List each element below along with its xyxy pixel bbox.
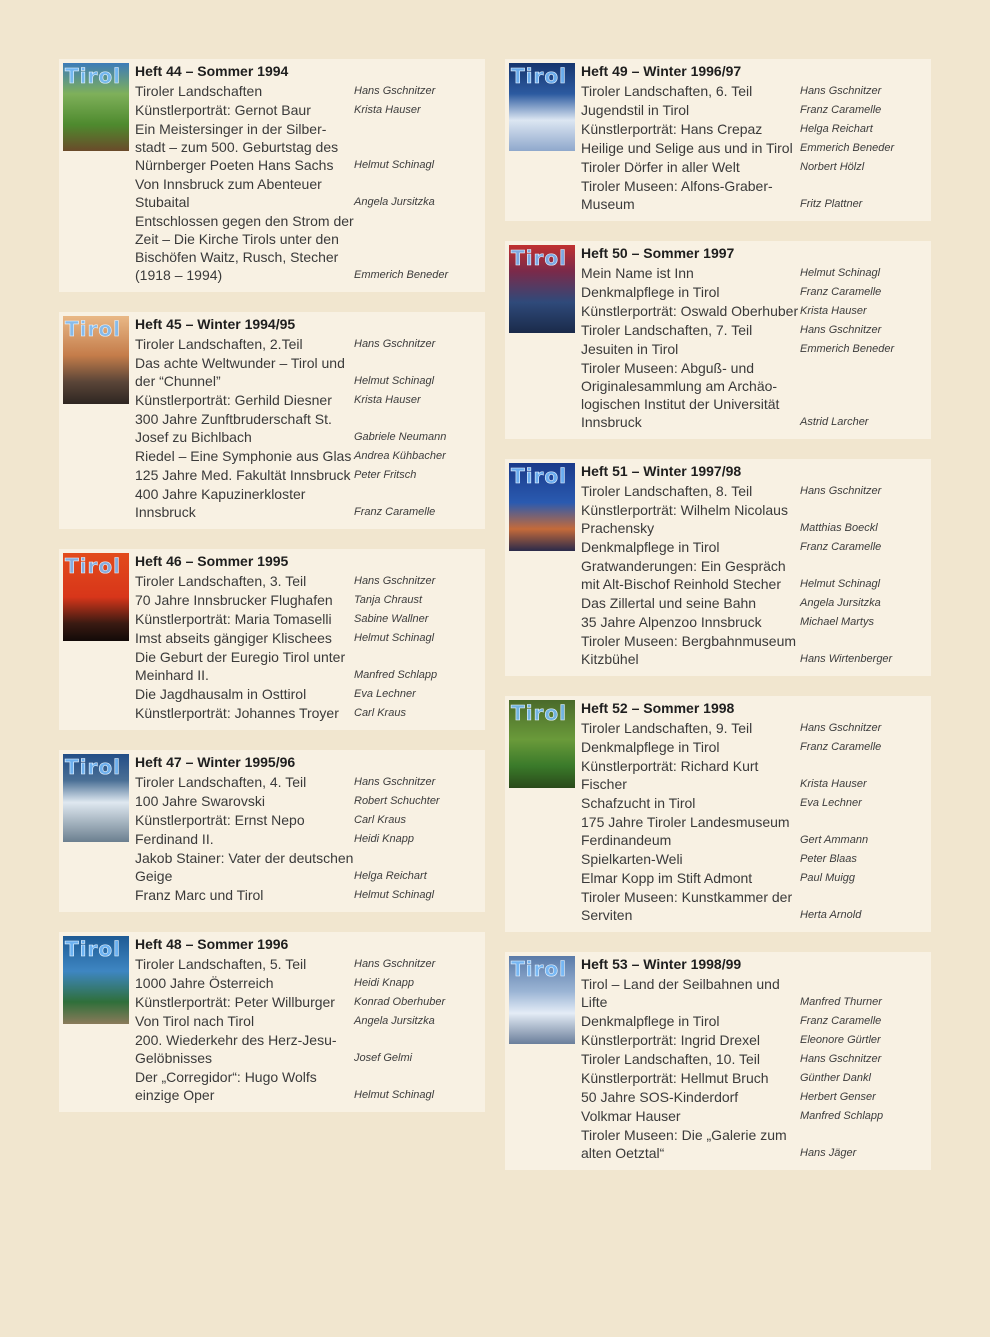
article-title: Tiroler Museen: Alfons-Graber- Museum (581, 178, 773, 212)
article-author: Helmut Schinagl (354, 159, 435, 171)
article-row (581, 1012, 921, 1030)
article-title: Das achte Weltwunder – Tirol und der “Chunnel” (135, 355, 345, 389)
cover-image (63, 936, 129, 1024)
left-column (59, 59, 485, 1132)
article-row (135, 830, 475, 848)
article-author: Franz Caramelle (800, 1015, 882, 1027)
article-title: Von Tirol nach Tirol (135, 1013, 255, 1029)
article-title: Tiroler Museen: Die „Galerie zum alten Oetztal“ (581, 1127, 787, 1161)
tirol-logo: Tirol (511, 246, 567, 270)
article-row (135, 849, 475, 885)
article-author: Franz Caramelle (800, 286, 882, 298)
article-title: 400 Jahre Kapuzinerkloster Innsbruck (135, 486, 306, 520)
article-author: Fritz Plattner (800, 198, 863, 210)
article-row (135, 685, 475, 703)
article-row (581, 975, 921, 1011)
article-row (581, 1050, 921, 1068)
article-title: Künstlerporträt: Peter Willburger (135, 994, 335, 1010)
issue-card (59, 549, 485, 730)
article-row (135, 335, 475, 353)
issue-card (59, 750, 485, 912)
issue-heading: Heft 45 – Winter 1994/95 (135, 316, 296, 332)
article-row (581, 177, 921, 213)
article-title: Künstlerporträt: Gernot Baur (135, 102, 311, 118)
article-row (135, 1012, 475, 1030)
article-author: Helmut Schinagl (800, 578, 881, 590)
issue-heading: Heft 53 – Winter 1998/99 (581, 956, 742, 972)
article-title: Riedel – Eine Symphonie aus Glas (135, 448, 352, 464)
article-author: Eva Lechner (354, 688, 416, 700)
article-row (581, 321, 921, 339)
article-author: Norbert Hölzl (800, 161, 865, 173)
article-row (581, 482, 921, 500)
article-row (135, 1031, 475, 1067)
article-row (581, 738, 921, 756)
article-row (581, 557, 921, 593)
article-title: Jugendstil in Tirol (581, 102, 690, 118)
article-title: Künstlerporträt: Johannes Troyer (135, 705, 339, 721)
article-title: Tiroler Landschaften, 6. Teil (581, 83, 753, 99)
article-row (581, 794, 921, 812)
article-row (581, 359, 921, 431)
article-author: Manfred Schlapp (800, 1110, 884, 1122)
article-row (135, 572, 475, 590)
article-title: 125 Jahre Med. Fakultät Innsbruck (135, 467, 351, 483)
article-title: Künstlerporträt: Ernst Nepo (135, 812, 305, 828)
article-author: Krista Hauser (354, 394, 421, 406)
article-row (581, 139, 921, 157)
article-title: Denkmalpflege in Tirol (581, 1013, 720, 1029)
issue-card (505, 459, 931, 676)
article-title: Künstlerporträt: Oswald Oberhuber (581, 303, 799, 319)
article-title: Denkmalpflege in Tirol (581, 539, 720, 555)
article-row (135, 120, 475, 174)
article-title: Künstlerporträt: Ingrid Drexel (581, 1032, 760, 1048)
article-author: Helga Reichart (354, 870, 427, 882)
issue-card (59, 312, 485, 529)
tirol-logo: Tirol (65, 937, 121, 961)
issue-heading: Heft 51 – Winter 1997/98 (581, 463, 742, 479)
tirol-logo: Tirol (65, 755, 121, 779)
tirol-logo: Tirol (511, 64, 567, 88)
issue-card (505, 696, 931, 932)
tirol-logo: Tirol (65, 554, 121, 578)
article-author: Franz Caramelle (800, 541, 882, 553)
article-title: Ein Meistersinger in der Silber- stadt – zum 500. Geburtstag des Nürnberger Poeten Hans Sachs (135, 121, 339, 173)
cover-image (63, 754, 129, 842)
article-row (135, 591, 475, 609)
article-row (581, 1069, 921, 1087)
article-row (581, 632, 921, 668)
article-row (135, 993, 475, 1011)
article-author: Hans Gschnitzer (354, 338, 436, 350)
article-author: Emmerich Beneder (800, 343, 895, 355)
article-title: Tiroler Landschaften, 7. Teil (581, 322, 753, 338)
article-row (135, 354, 475, 390)
article-author: Krista Hauser (354, 104, 421, 116)
article-author: Gert Ammann (800, 834, 869, 846)
article-title: Franz Marc und Tirol (135, 887, 264, 903)
article-row (581, 613, 921, 631)
cover-image (63, 316, 129, 404)
article-title: 50 Jahre SOS-Kinderdorf (581, 1089, 739, 1105)
article-author: Angela Jursitzka (354, 196, 435, 208)
article-row (581, 82, 921, 100)
cover-image (509, 245, 575, 333)
article-title: Schafzucht in Tirol (581, 795, 696, 811)
article-title: Die Jagdhausalm in Osttirol (135, 686, 307, 702)
article-author: Astrid Larcher (800, 416, 869, 428)
article-author: Emmerich Beneder (800, 142, 895, 154)
article-row (135, 629, 475, 647)
article-title: Imst abseits gängiger Klischees (135, 630, 332, 646)
article-author: Helmut Schinagl (354, 632, 435, 644)
article-title: Von Innsbruck zum Abenteuer Stubaital (135, 176, 322, 210)
article-title: 1000 Jahre Österreich (135, 975, 274, 991)
article-author: Carl Kraus (354, 814, 406, 826)
article-author: Matthias Boeckl (800, 522, 878, 534)
article-title: 70 Jahre Innsbrucker Flughafen (135, 592, 333, 608)
article-row (135, 610, 475, 628)
article-row (135, 82, 475, 100)
article-row (581, 120, 921, 138)
article-author: Heidi Knapp (354, 833, 414, 845)
article-title: Denkmalpflege in Tirol (581, 739, 720, 755)
article-title: Volkmar Hauser (581, 1108, 681, 1124)
article-author: Hans Jäger (800, 1147, 857, 1159)
article-title: Entschlossen gegen den Strom der Zeit – Die Kirche Tirols unter den Bischöfen Waitz, Rusch, Stecher (1918 – 1994) (135, 213, 354, 283)
article-author: Eleonore Gürtler (800, 1034, 881, 1046)
article-row (581, 302, 921, 320)
article-author: Franz Caramelle (800, 104, 882, 116)
article-author: Hans Gschnitzer (354, 85, 436, 97)
article-title: Der „Corregidor“: Hugo Wolfs einzige Oper (135, 1069, 317, 1103)
article-title: Tiroler Landschaften, 5. Teil (135, 956, 307, 972)
article-title: Jakob Stainer: Vater der deutschen Geige (135, 850, 354, 884)
article-author: Angela Jursitzka (800, 597, 881, 609)
article-row (135, 212, 475, 284)
article-author: Krista Hauser (800, 305, 867, 317)
article-author: Paul Muigg (800, 872, 856, 884)
article-author: Krista Hauser (800, 778, 867, 790)
article-author: Tanja Chraust (354, 594, 423, 606)
article-row (581, 594, 921, 612)
issue-card (59, 932, 485, 1112)
article-author: Sabine Wallner (354, 613, 429, 625)
article-row (135, 485, 475, 521)
article-row (581, 1031, 921, 1049)
tirol-logo: Tirol (511, 701, 567, 725)
article-title: Tiroler Landschaften, 3. Teil (135, 573, 307, 589)
article-row (135, 886, 475, 904)
cover-image (63, 553, 129, 641)
article-author: Manfred Thurner (800, 996, 882, 1008)
article-row (135, 773, 475, 791)
article-row (135, 811, 475, 829)
article-title: Jesuiten in Tirol (581, 341, 679, 357)
article-row (135, 101, 475, 119)
article-title: Tiroler Dörfer in aller Welt (581, 159, 740, 175)
article-author: Emmerich Beneder (354, 269, 449, 281)
article-title: 300 Jahre Zunftbruderschaft St. Josef zu Bichlbach (135, 411, 332, 445)
article-title: Tiroler Museen: Bergbahnmuseum Kitzbühel (581, 633, 797, 667)
article-row (135, 466, 475, 484)
article-author: Günther Dankl (800, 1072, 871, 1084)
article-title: Die Geburt der Euregio Tirol unter Meinhard II. (135, 649, 346, 683)
article-title: Tiroler Landschaften, 10. Teil (581, 1051, 760, 1067)
article-author: Gabriele Neumann (354, 431, 447, 443)
article-author: Franz Caramelle (800, 741, 882, 753)
article-title: Künstlerporträt: Hans Crepaz (581, 121, 763, 137)
article-author: Heidi Knapp (354, 977, 414, 989)
article-title: Tiroler Landschaften, 9. Teil (581, 720, 753, 736)
article-title: Tiroler Landschaften, 2.Teil (135, 336, 303, 352)
article-row (135, 792, 475, 810)
article-author: Konrad Oberhuber (354, 996, 446, 1008)
article-author: Herbert Genser (800, 1091, 876, 1103)
issue-card (59, 59, 485, 292)
article-author: Eva Lechner (800, 797, 862, 809)
issue-heading: Heft 52 – Sommer 1998 (581, 700, 735, 716)
article-row (135, 391, 475, 409)
issue-card (505, 952, 931, 1170)
tirol-logo: Tirol (65, 317, 121, 341)
article-row (581, 340, 921, 358)
article-author: Hans Gschnitzer (354, 776, 436, 788)
article-row (135, 704, 475, 722)
issue-heading: Heft 48 – Sommer 1996 (135, 936, 289, 952)
article-row (135, 974, 475, 992)
issue-card (505, 241, 931, 439)
issue-heading: Heft 49 – Winter 1996/97 (581, 63, 742, 79)
article-author: Hans Gschnitzer (800, 1053, 882, 1065)
article-row (581, 158, 921, 176)
article-row (581, 538, 921, 556)
article-row (581, 101, 921, 119)
article-row (135, 447, 475, 465)
tirol-logo: Tirol (511, 464, 567, 488)
cover-image (509, 700, 575, 788)
article-row (581, 283, 921, 301)
article-row (135, 955, 475, 973)
article-author: Peter Fritsch (354, 469, 417, 481)
tirol-logo: Tirol (65, 64, 121, 88)
article-author: Manfred Schlapp (354, 669, 438, 681)
tirol-logo: Tirol (511, 957, 567, 981)
article-author: Andrea Kühbacher (354, 450, 446, 462)
article-author: Helmut Schinagl (800, 267, 881, 279)
article-author: Michael Martys (800, 616, 874, 628)
article-author: Franz Caramelle (354, 506, 436, 518)
article-author: Robert Schuchter (354, 795, 440, 807)
article-title: Mein Name ist Inn (581, 265, 694, 281)
article-title: 100 Jahre Swarovski (135, 793, 265, 809)
article-title: Tiroler Landschaften (135, 83, 263, 99)
article-title: Spielkarten-Weli (581, 851, 683, 867)
article-author: Helmut Schinagl (354, 375, 435, 387)
article-title: Elmar Kopp im Stift Admont (581, 870, 753, 886)
issue-heading: Heft 46 – Sommer 1995 (135, 553, 289, 569)
article-title: Tirol – Land der Seilbahnen und Lifte (581, 976, 780, 1010)
article-title: 35 Jahre Alpenzoo Innsbruck (581, 614, 762, 630)
article-author: Hans Wirtenberger (800, 653, 893, 665)
article-author: Hans Gschnitzer (354, 958, 436, 970)
article-row (581, 813, 921, 849)
article-row (581, 719, 921, 737)
article-title: Künstlerporträt: Richard Kurt Fischer (581, 758, 759, 792)
article-title: Denkmalpflege in Tirol (581, 284, 720, 300)
issue-heading: Heft 50 – Sommer 1997 (581, 245, 735, 261)
article-row (581, 757, 921, 793)
issue-card (505, 59, 931, 221)
article-row (135, 410, 475, 446)
cover-image (509, 63, 575, 151)
article-row (581, 264, 921, 282)
article-author: Peter Blaas (800, 853, 857, 865)
article-row (581, 869, 921, 887)
article-title: Tiroler Landschaften, 4. Teil (135, 774, 307, 790)
article-row (135, 1068, 475, 1104)
article-author: Hans Gschnitzer (800, 722, 882, 734)
issue-heading: Heft 47 – Winter 1995/96 (135, 754, 296, 770)
issue-heading: Heft 44 – Sommer 1994 (135, 63, 289, 79)
article-title: Tiroler Museen: Abguß- und Originalesammlung am Archäo- logischen Institut der Universität Innsbruck (581, 360, 780, 430)
article-title: 175 Jahre Tiroler Landesmuseum Ferdinandeum (581, 814, 790, 848)
article-author: Carl Kraus (354, 707, 406, 719)
cover-image (509, 956, 575, 1044)
article-author: Hans Gschnitzer (800, 485, 882, 497)
article-author: Helmut Schinagl (354, 1089, 435, 1101)
article-row (135, 175, 475, 211)
article-title: Künstlerporträt: Maria Tomaselli (135, 611, 332, 627)
article-author: Hans Gschnitzer (800, 85, 882, 97)
article-row (581, 1088, 921, 1106)
article-author: Herta Arnold (800, 909, 862, 921)
article-row (135, 648, 475, 684)
article-title: Künstlerporträt: Wilhelm Nicolaus Prachensky (581, 502, 788, 536)
article-row (581, 501, 921, 537)
article-title: Tiroler Museen: Kunstkammer der Serviten (581, 889, 793, 923)
article-author: Angela Jursitzka (354, 1015, 435, 1027)
article-author: Helmut Schinagl (354, 889, 435, 901)
article-title: Das Zillertal und seine Bahn (581, 595, 757, 611)
article-title: Künstlerporträt: Hellmut Bruch (581, 1070, 769, 1086)
article-author: Hans Gschnitzer (354, 575, 436, 587)
article-author: Helga Reichart (800, 123, 873, 135)
article-author: Josef Gelmi (354, 1052, 413, 1064)
article-row (581, 888, 921, 924)
article-title: Tiroler Landschaften, 8. Teil (581, 483, 753, 499)
article-title: Heilige und Selige aus und in Tirol (581, 140, 793, 156)
cover-image (63, 63, 129, 151)
article-title: Gratwanderungen: Ein Gespräch mit Alt-Bischof Reinhold Stecher (581, 558, 786, 592)
cover-image (509, 463, 575, 551)
article-row (581, 850, 921, 868)
article-author: Hans Gschnitzer (800, 324, 882, 336)
article-title: Ferdinand II. (135, 831, 214, 847)
article-row (581, 1126, 921, 1162)
article-title: 200. Wiederkehr des Herz-Jesu- Gelöbnisses (135, 1032, 337, 1066)
right-column (505, 59, 931, 1190)
article-title: Künstlerporträt: Gerhild Diesner (135, 392, 332, 408)
article-row (581, 1107, 921, 1125)
